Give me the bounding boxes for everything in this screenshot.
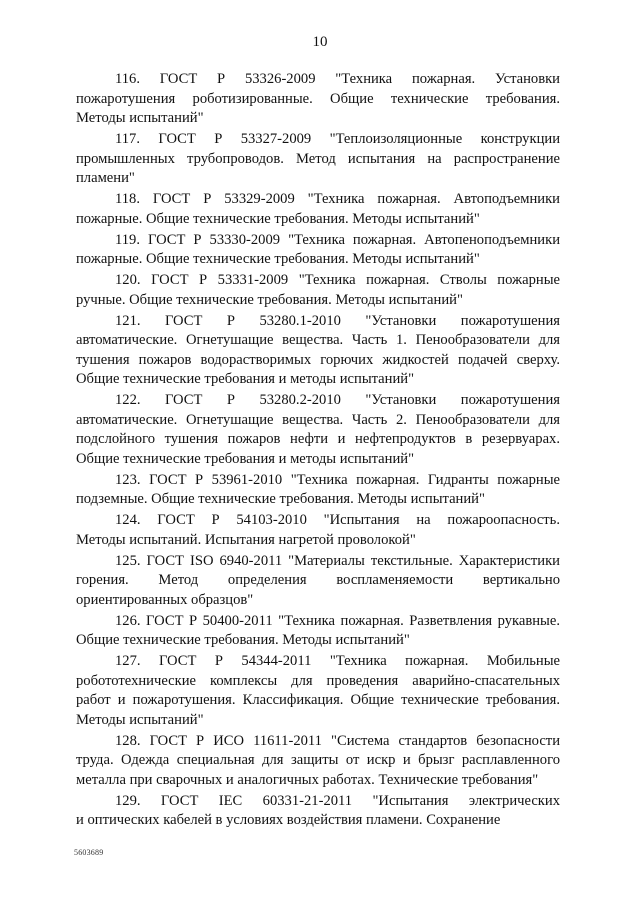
list-entry <box>76 231 560 270</box>
entry-line: 125. ГОСТ ISO 6940-2011 "Материалы текстильные. Характеристики <box>115 552 560 569</box>
entry-line: пожарные. Общие технические требования. Методы испытаний" <box>76 251 480 267</box>
entry-line: работ и пожаротушения. Классификация. Общие технические требования. <box>76 692 560 708</box>
list-entry <box>76 552 560 611</box>
list-entry <box>76 130 560 189</box>
entry-line: Методы испытаний" <box>76 711 204 728</box>
entry-line: пламени" <box>76 170 135 186</box>
entry-line: горения. Метод определения воспламеняемости вертикально <box>76 572 560 588</box>
entry-line: Методы испытаний" <box>76 110 204 126</box>
page-number: 10 <box>312 34 328 50</box>
entry-line: 119. ГОСТ Р 53330-2009 "Техника пожарная. Автопеноподъемники <box>115 231 560 248</box>
entry-line: 118. ГОСТ Р 53329-2009 "Техника пожарная. Автоподъемники <box>115 191 560 207</box>
document-code: 5603689 <box>74 848 104 857</box>
entry-line: 123. ГОСТ Р 53961-2010 "Техника пожарная. Гидранты пожарные <box>115 471 560 488</box>
entry-line: Общие технические требования и методы испытаний" <box>76 450 415 467</box>
entry-line: ручные. Общие технические требования. Методы испытаний" <box>76 291 463 308</box>
entry-line: 128. ГОСТ Р ИСО 11611-2011 "Система стандартов безопасности <box>115 732 560 749</box>
list-entry <box>76 391 560 469</box>
entry-line: труда. Одежда специальная для защиты от искр и брызг расплавленного <box>76 752 560 768</box>
entry-line: 116. ГОСТ Р 53326-2009 "Техника пожарная. Установки <box>115 71 560 87</box>
list-entry <box>76 70 560 129</box>
list-entry <box>76 732 560 791</box>
list-entry <box>76 312 560 390</box>
entry-line: 126. ГОСТ Р 50400-2011 "Техника пожарная. Разветвления рукавные. <box>115 612 560 629</box>
entry-line: подслойного тушения пожаров нефти и нефтепродуктов в резервуарах. <box>76 431 560 447</box>
entry-line: тушения пожаров водорастворимых горючих жидкостей подачей сверху. <box>76 351 560 368</box>
entry-line: 129. ГОСТ IEC 60331-21-2011 "Испытания электрических <box>115 792 560 809</box>
list-entry <box>76 511 560 550</box>
entry-line: Общие технические требования. Методы испытаний" <box>76 632 410 648</box>
list-entry <box>76 652 560 730</box>
entry-line: 120. ГОСТ Р 53331-2009 "Техника пожарная. Стволы пожарные <box>115 272 560 288</box>
list-entry <box>76 190 560 229</box>
entry-line: металла при сварочных и аналогичных работах. Технические требования" <box>76 771 539 788</box>
entry-line: 122. ГОСТ Р 53280.2-2010 "Установки пожаротушения <box>115 392 560 408</box>
entry-line: Методы испытаний. Испытания нагретой проволокой" <box>76 531 416 548</box>
entry-line: Общие технические требования и методы испытаний" <box>76 371 415 387</box>
entry-line: 121. ГОСТ Р 53280.1-2010 "Установки пожаротушения <box>115 312 560 329</box>
entry-line: 127. ГОСТ Р 54344-2011 "Техника пожарная. Мобильные <box>115 653 560 669</box>
entry-line: автоматические. Огнетушащие вещества. Часть 2. Пенообразователи для <box>76 411 560 428</box>
entry-line: пожаротушения роботизированные. Общие технические требования. <box>76 90 560 107</box>
entry-line: автоматические. Огнетушащие вещества. Часть 1. Пенообразователи для <box>76 332 560 348</box>
entry-line: ориентированных образцов" <box>76 591 254 608</box>
entry-line: подземные. Общие технические требования. Методы испытаний" <box>76 491 485 507</box>
entry-line: робототехнические комплексы для проведения аварийно-спасательных <box>76 672 560 689</box>
entry-line: пожарные. Общие технические требования. Методы испытаний" <box>76 210 480 227</box>
entry-line: 124. ГОСТ Р 54103-2010 "Испытания на пожароопасность. <box>115 512 560 528</box>
entry-line: 117. ГОСТ Р 53327-2009 "Теплоизоляционные конструкции <box>115 131 560 147</box>
document-body <box>76 70 560 832</box>
list-entry <box>76 471 560 510</box>
list-entry <box>76 612 560 651</box>
entry-line: и оптических кабелей в условиях воздействия пламени. Сохранение <box>76 812 501 828</box>
list-entry <box>76 792 560 831</box>
entry-line: промышленных трубопроводов. Метод испытания на распространение <box>76 150 560 167</box>
list-entry <box>76 271 560 310</box>
